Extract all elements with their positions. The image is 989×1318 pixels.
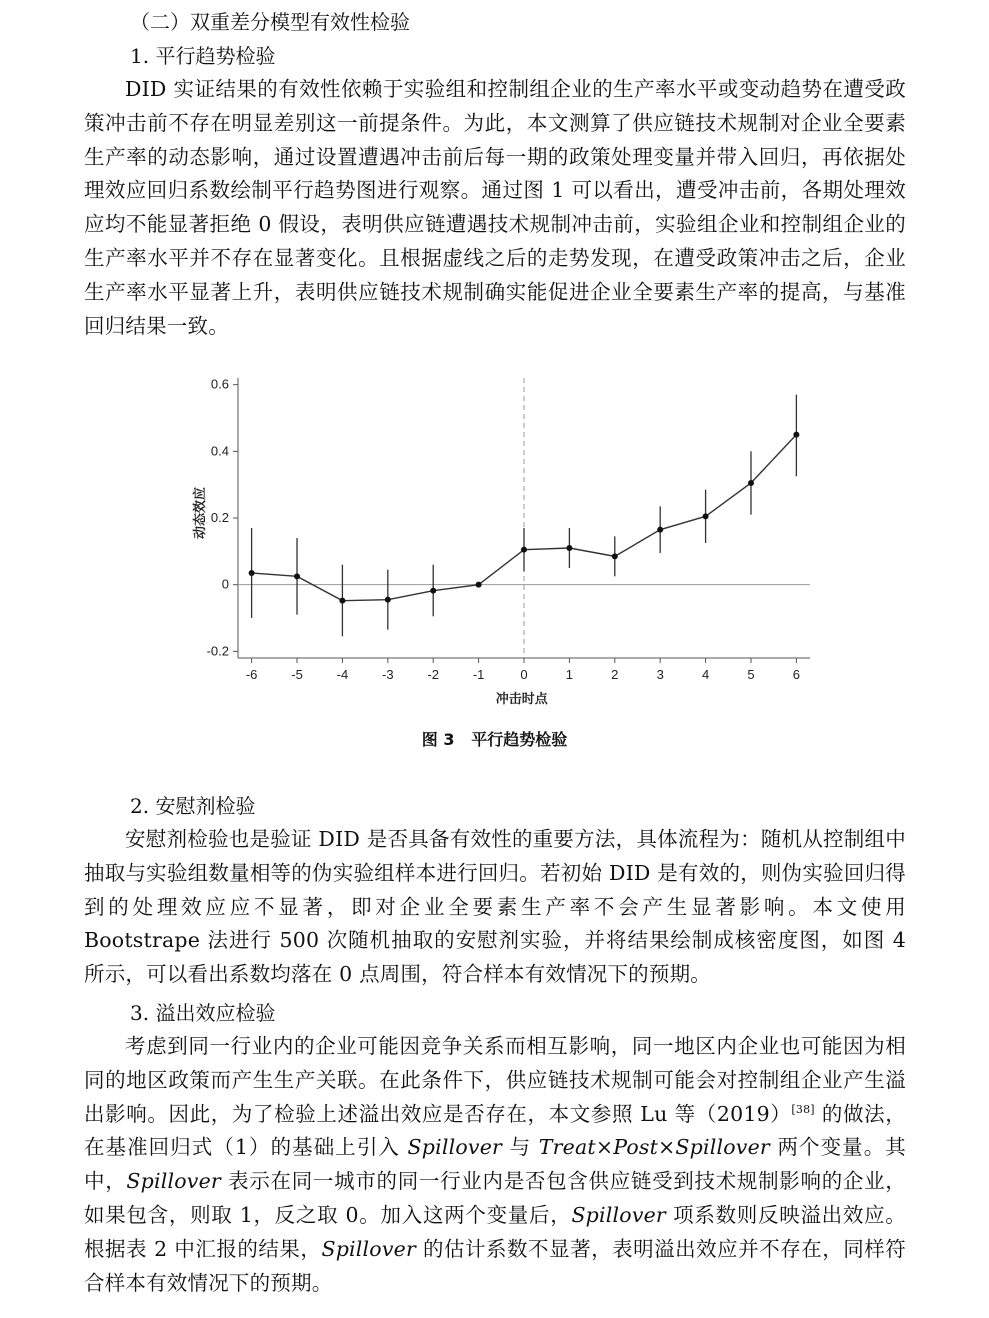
subsection-title-spillover: 3. 溢出效应检验	[130, 1001, 276, 1025]
data-point	[748, 480, 754, 486]
x-tick-label: -5	[291, 667, 303, 682]
spillover-text-5: 表示在同一城市的同一行业内是否包含供应链受到技术规制影响的企业，如果包含，则取 1，反之取 0。加入这两个变量后，	[84, 1169, 906, 1227]
paragraph-spillover	[84, 1030, 906, 1300]
x-tick-label: -4	[336, 667, 349, 682]
data-point	[521, 547, 527, 553]
data-point	[385, 597, 391, 603]
paragraph-spillover-block	[84, 1030, 906, 1300]
paragraph-parallel-trend-block	[84, 73, 906, 343]
var-interaction: Treat×Post×Spillover	[538, 1135, 770, 1160]
var-spillover-2: Spillover	[126, 1169, 221, 1194]
spillover-text-2: 的做法，在基准回归式（1）的基础上引入	[84, 1101, 906, 1160]
data-point	[430, 588, 436, 594]
y-tick-label: -0.2	[206, 643, 229, 659]
data-point	[249, 570, 255, 576]
spillover-text-1: 考虑到同一行业内的企业可能因竞争关系而相互影响，同一地区内企业也可能因为相同的地区政策而产生生产关联。在此条件下，供应链技术规制可能会对控制组企业产生溢出影响。因此，为了检验上述溢出效应是否存在，本文参照 Lu 等（2019）	[84, 1034, 906, 1126]
y-tick-label: 0.6	[210, 376, 229, 392]
y-tick-label: 0	[221, 576, 229, 592]
y-tick-label: 0.4	[210, 443, 229, 459]
x-tick-label: 4	[701, 667, 710, 682]
x-axis-title: 冲击时点	[495, 692, 548, 707]
y-tick-label: 0.2	[210, 510, 229, 525]
x-tick-label: 2	[611, 667, 619, 682]
x-tick-label: -2	[427, 667, 439, 682]
data-point	[339, 598, 345, 604]
x-tick-label: -1	[472, 667, 485, 682]
subsection-title-placebo: 2. 安慰剂检验	[130, 794, 256, 818]
data-point	[566, 545, 572, 551]
data-point	[703, 513, 709, 519]
section-heading: （二）双重差分模型有效性检验	[130, 10, 410, 34]
citation-38: [38]	[791, 1102, 815, 1116]
var-spillover-1: Spillover	[407, 1135, 503, 1160]
x-tick-label: -3	[382, 667, 394, 682]
spillover-text-6: 项系数则反映溢出效应。根据表 2 中汇报的结果，	[84, 1202, 906, 1261]
parallel-trend-chart	[180, 368, 820, 710]
y-axis-title: 动态效应	[193, 486, 208, 540]
x-tick-label: -6	[245, 667, 258, 682]
data-point	[657, 527, 663, 533]
figure-caption: 图 3 平行趋势检验	[421, 730, 568, 749]
var-spillover-3: Spillover	[571, 1202, 666, 1227]
spillover-text-7: 的估计系数不显著，表明溢出效应并不存在，同样符合样本有效情况下的预期。	[84, 1236, 906, 1295]
x-tick-label: 5	[747, 667, 755, 682]
data-point	[476, 582, 482, 588]
spillover-text-4: 两个变量。其中，	[84, 1135, 906, 1194]
var-spillover-4: Spillover	[321, 1236, 416, 1261]
data-point	[294, 573, 300, 579]
paragraph-placebo: 安慰剂检验也是验证 DID 是否具备有效性的重要方法，具体流程为：随机从控制组中抽取与实验组数量相等的伪实验组样本进行回归。若初始 DID 是有效的，则伪实验回归得到的处理效应应不显著，即对企业全要素生产率不会产生显著影响。本文使用 Bootstrape 法进行 500 次随机抽取的安慰剂实验，并将结果绘制成核密度图，如图 4 所示，可以看出系数均落在 0 点周围，符合样本有效情况下的预期。	[84, 827, 906, 987]
subsection-title-parallel-trend: 1. 平行趋势检验	[130, 44, 276, 68]
data-point	[793, 432, 799, 438]
x-tick-label: 6	[792, 667, 800, 682]
x-tick-label: 1	[565, 667, 574, 682]
spillover-text-3: 与	[502, 1135, 539, 1160]
paragraph-placebo-block	[84, 823, 906, 992]
chart-svg	[180, 368, 820, 710]
data-point	[612, 553, 618, 559]
x-tick-label: 3	[656, 667, 664, 682]
x-tick-label: 0	[520, 667, 528, 682]
paragraph-parallel-trend: DID 实证结果的有效性依赖于实验组和控制组企业的生产率水平或变动趋势在遭受政策冲击前不存在明显差别这一前提条件。为此，本文测算了供应链技术规制对企业全要素生产率的动态影响，通过设置遭遇冲击前后每一期的政策处理变量并带入回归，再依据处理效应回归系数绘制平行趋势图进行观察。通过图 1 可以看出，遭受冲击前，各期处理效应均不能显著拒绝 0 假设，表明供应链遭遇技术规制冲击前，实验组企业和控制组企业的生产率水平并不存在显著变化。且根据虚线之后的走势发现，在遭受政策冲击之后，企业生产率水平显著上升，表明供应链技术规制确实能促进企业全要素生产率的提高，与基准回归结果一致。	[84, 77, 906, 338]
